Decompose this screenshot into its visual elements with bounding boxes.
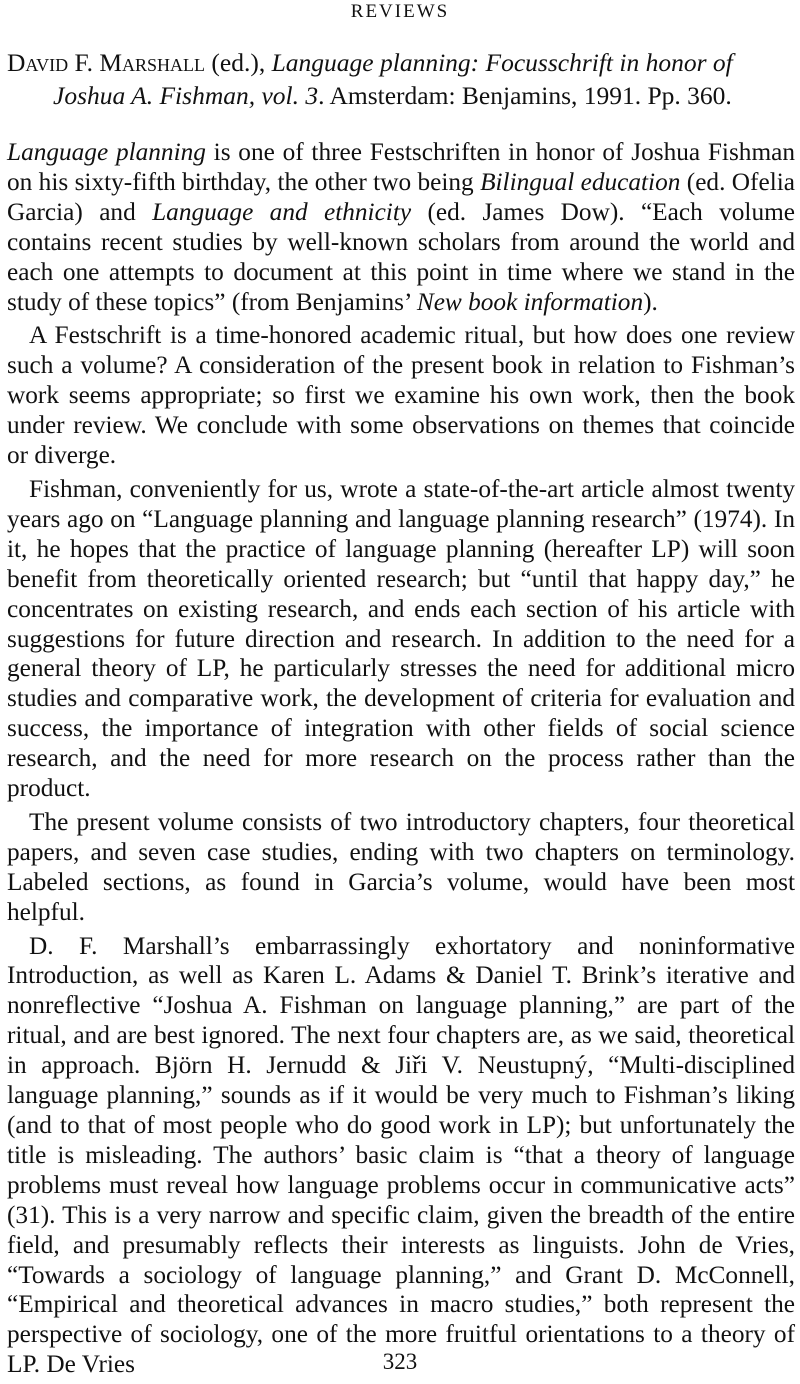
italic-title: Language and ethnicity: [152, 197, 412, 226]
author-name: F. Marshall: [74, 48, 206, 77]
page-number: 323: [382, 1349, 418, 1374]
running-head: REVIEWS: [350, 1, 450, 22]
paragraph-5: D. F. Marshall’s embarrassingly exhortatory and noninformative Introduction, as well as Karen L. Adams & Daniel T. Brink’s iterative and nonreflective “Joshua A. Fishman on language planning,” are part of the ritual, and are best ignored. The next four chapters are, as we said, theoretical in approach. Björn H. Jernudd & Jiři V. Neustupný, “Multi-disciplined language planning,” sounds as if it would be very much to Fishman’s liking (and to that of most people who do good work in LP); but unfortunately the title is misleading. The authors’ basic claim is “that a theory of language problems must reveal how language problems occur in communicative acts” (31). This is a very narrow and specific claim, given the breadth of the entire field, and presumably reflects their interests as linguists. John de Vries, “Towards a sociology of language planning,” and Grant D. McConnell, “Empirical and theoretical advances in macro studies,” both represent the perspective of sociology, one of the more fruitful orientations to a theory of LP. De Vries: [7, 931, 795, 1379]
book-title: Language planning: Focusschrift in honor of Joshua A. Fishman, vol. 3: [53, 48, 733, 110]
text-run: ).: [643, 287, 658, 316]
paragraph-2: A Festschrift is a time-honored academic ritual, but how does one review such a volume? A consideration of the present book in relation to Fishman’s work seems appropriate; so first we examine his own work, then the book under review. We conclude with some observations on themes that coincide or diverge.: [7, 321, 795, 470]
publication-info: . Amsterdam: Benjamins, 1991. Pp. 360.: [318, 81, 732, 110]
author-first-name: David: [7, 48, 69, 77]
paragraph-1: [7, 138, 795, 317]
paragraph-4: The present volume consists of two introductory chapters, four theoretical papers, and seven case studies, ending with two chapters on terminology. Labeled sections, as found in Garcia’s volume, would have been most helpful.: [7, 807, 795, 926]
italic-title: Language planning: [7, 138, 206, 166]
editor-note: (ed.),: [205, 48, 272, 77]
italic-title: New book information: [416, 287, 644, 316]
review-body: [7, 138, 795, 1384]
text-run: (ed. Ofelia Garcia) and: [7, 167, 795, 226]
text-run: (ed. James Dow). “Each volume contains recent studies by well-known scholars from around the world and each one attempts to document at this point in time where we stand in the study of these topics” (from Benjamins’: [7, 197, 795, 316]
citation-text: [7, 46, 793, 112]
text-run: is one of three Festschriften in honor of Joshua Fishman on his sixty-fifth birthday, the other two being: [7, 138, 795, 196]
paragraph-3: Fishman, conveniently for us, wrote a state-of-the-art article almost twenty years ago on “Language planning and language planning research” (1974). In it, he hopes that the practice of language planning (hereafter LP) will soon benefit from theoretically oriented research; but “until that happy day,” he concentrates on existing research, and ends each section of his article with suggestions for future direction and research. In addition to the need for a general theory of LP, he particularly stresses the need for additional micro studies and comparative work, the development of criteria for evaluation and success, the importance of integration with other fields of social science research, and the need for more research on the process rather than the product.: [7, 474, 795, 803]
italic-title: Bilingual education: [480, 167, 681, 196]
review-citation: [7, 46, 793, 112]
